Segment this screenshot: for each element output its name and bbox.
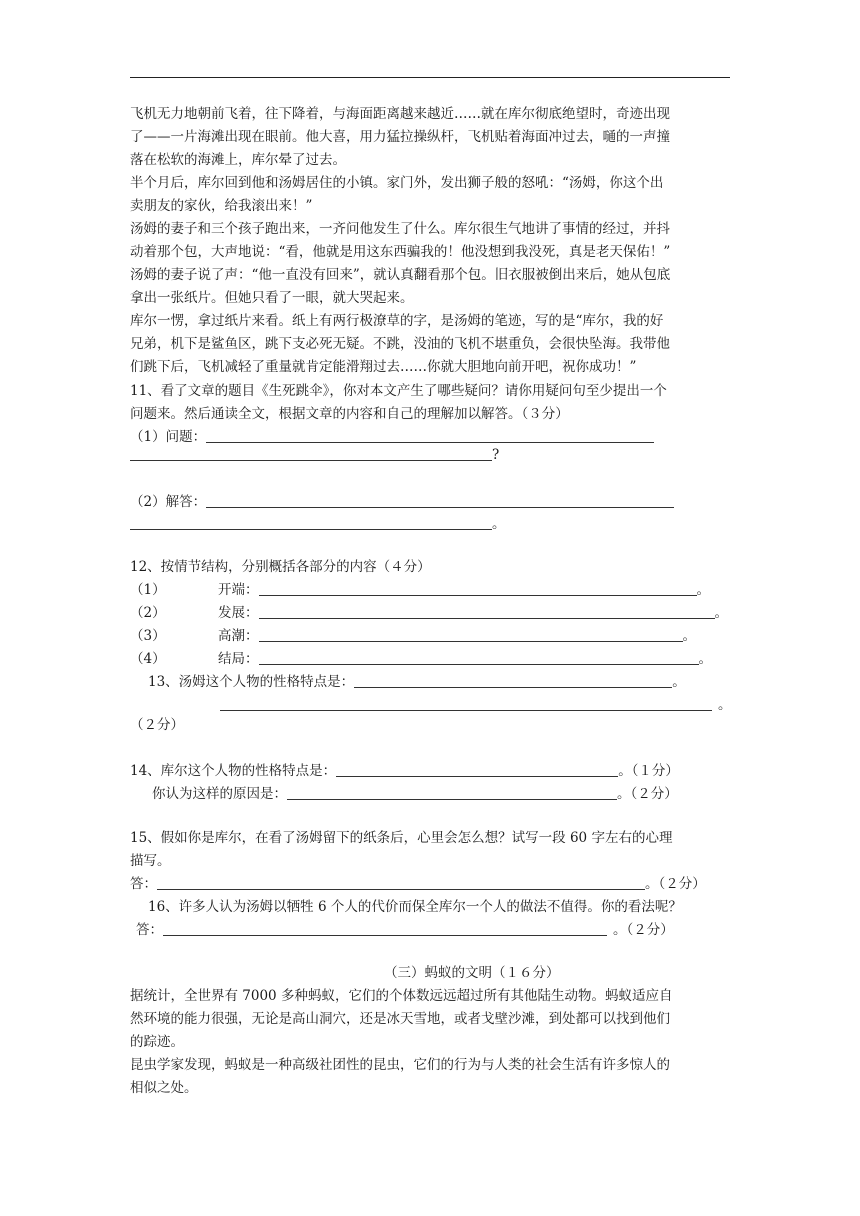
section-3-line: 据统计，全世界有 7000 多种蚂蚁，它们的个体数远远超过所有其他陆生动物。蚂蚁适应自 [130, 988, 673, 1004]
question-16-answer [136, 919, 674, 941]
section-3-title: （三）蚂蚁的文明（１６分） [384, 965, 560, 981]
section-3-line: 相似之处。 [130, 1080, 198, 1096]
q14-blank[interactable] [336, 762, 618, 777]
story-line: 们跳下后，飞机减轻了重量就肯定能滑翔过去……你就大胆地向前开吧，祝你成功！” [130, 359, 637, 375]
q12-row-number: （2） [130, 605, 166, 621]
q12-row-end: 。 [696, 582, 710, 598]
question-13 [148, 671, 686, 693]
q11-question-blank-2[interactable] [130, 446, 492, 461]
q12-row [130, 648, 712, 670]
q16-answer-label: 答： [136, 922, 163, 938]
story-line: 了——一片海滩出现在眼前。他大喜，用力猛拉操纵杆，飞机贴着海面冲过去，嗵的一声撞 [130, 129, 670, 145]
q13-blank-2[interactable] [220, 696, 712, 711]
question-11-text: 11、看了文章的题目《生死跳伞》，你对本文产生了哪些疑问？请你用疑问句至少提出一个 [130, 383, 667, 399]
section-3-line: 的踪迹。 [130, 1034, 184, 1050]
question-14 [130, 760, 679, 782]
question-11-part1-cont [130, 444, 499, 466]
q12-row-label: 开端： [218, 582, 259, 598]
q12-row-number: （1） [130, 582, 166, 598]
question-12-title: 12、按情节结构，分别概括各部分的内容（４分） [130, 559, 431, 575]
question-11-part2 [130, 491, 674, 513]
q12-blank-development[interactable] [259, 604, 715, 619]
story-line: 汤姆的妻子和三个孩子跑出来，一齐问他发生了什么。库尔很生气地讲了事情的经过，并抖 [130, 221, 670, 237]
q12-row [130, 625, 696, 647]
q12-blank-ending[interactable] [259, 650, 699, 665]
q12-row-label: 发展： [218, 605, 259, 621]
q14-reason-score: 。（２分） [617, 786, 678, 802]
section-3-line: 然环境的能力很强，无论是高山洞穴，还是冰天雪地，或者戈壁沙滩，到处都可以找到他们 [130, 1011, 670, 1027]
q12-row [130, 579, 710, 601]
q15-score: 。（２分） [645, 876, 706, 892]
story-line: 拿出一张纸片。但她只看了一眼，就大哭起来。 [130, 290, 414, 306]
q13-text: 13、汤姆这个人物的性格特点是： [148, 674, 355, 690]
question-15-answer [130, 873, 706, 895]
q12-blank-beginning[interactable] [259, 581, 697, 596]
q14-reason-blank[interactable] [287, 785, 617, 800]
q13-score: （２分） [130, 717, 184, 733]
question-16-text: 16、许多人认为汤姆以牺牲 6 个人的代价而保全库尔一个人的做法不值得。你的看法呢？ [148, 899, 682, 915]
story-line: 落在松软的海滩上，库尔晕了过去。 [130, 152, 346, 168]
question-15-text: 描写。 [130, 853, 171, 869]
story-line: 动着那个包，大声地说：“看，他就是用这东西骗我的！他没想到我没死，真是老天保佑！” [130, 244, 671, 260]
q15-answer-label: 答： [130, 876, 157, 892]
q16-answer-blank[interactable] [163, 921, 607, 936]
q14-text: 14、库尔这个人物的性格特点是： [130, 763, 337, 779]
q11-question-label: （1）问题： [130, 429, 207, 445]
story-line: 兄弟，机下是鲨鱼区，跳下支必死无疑。不跳，没油的飞机不堪重负，会很快坠海。我带他 [130, 336, 670, 352]
question-15-text: 15、假如你是库尔，在看了汤姆留下的纸条后，心里会怎么想？试写一段 60 字左右的心理 [130, 830, 673, 846]
story-line: 飞机无力地朝前飞着，往下降着，与海面距离越来越近……就在库尔彻底绝望时，奇迹出现 [130, 106, 670, 122]
q11-answer-end: 。 [492, 516, 506, 532]
q16-score: 。（２分） [613, 922, 674, 938]
q12-row-end: 。 [714, 605, 728, 621]
q12-row [130, 602, 728, 624]
q13-blank[interactable] [354, 673, 672, 688]
q13-end: 。 [672, 674, 686, 690]
q12-row-end: 。 [682, 628, 696, 644]
story-line: 卖朋友的家伙，给我滚出来！” [130, 198, 313, 214]
q11-answer-blank[interactable] [206, 493, 674, 508]
q14-score: 。（１分） [618, 763, 679, 779]
q12-row-label: 高潮： [218, 628, 259, 644]
header-rule [130, 77, 730, 78]
q12-row-number: （4） [130, 651, 166, 667]
q11-answer-blank-2[interactable] [130, 515, 492, 530]
question-14-reason [152, 783, 678, 805]
q11-question-blank[interactable] [206, 428, 654, 443]
q12-row-label: 结局： [218, 651, 259, 667]
q15-answer-blank[interactable] [157, 875, 645, 890]
question-13-cont [220, 694, 732, 716]
q12-row-number: （3） [130, 628, 166, 644]
q11-answer-label: （2）解答： [130, 494, 207, 510]
question-11-text: 问题来。然后通读全文，根据文章的内容和自己的理解加以解答。（３分） [130, 406, 569, 422]
q14-reason-label: 你认为这样的原因是： [152, 786, 287, 802]
q11-question-end: ? [492, 447, 500, 463]
story-line: 汤姆的妻子说了声：“他一直没有回来”，就认真翻看那个包。旧衣服被倒出来后，她从包底 [130, 267, 671, 283]
story-line: 库尔一愣，拿过纸片来看。纸上有两行极潦草的字，是汤姆的笔迹，写的是“库尔，我的好 [130, 313, 664, 329]
q12-row-end: 。 [698, 651, 712, 667]
question-11-part2-cont [130, 513, 506, 535]
section-3-line: 昆虫学家发现，蚂蚁是一种高级社团性的昆虫，它们的行为与人类的社会生活有许多惊人的 [130, 1057, 670, 1073]
story-line: 半个月后，库尔回到他和汤姆居住的小镇。家门外，发出狮子般的怒吼：“汤姆，你这个出 [130, 175, 664, 191]
q12-blank-climax[interactable] [259, 627, 683, 642]
q13-end-2: 。 [718, 697, 732, 713]
